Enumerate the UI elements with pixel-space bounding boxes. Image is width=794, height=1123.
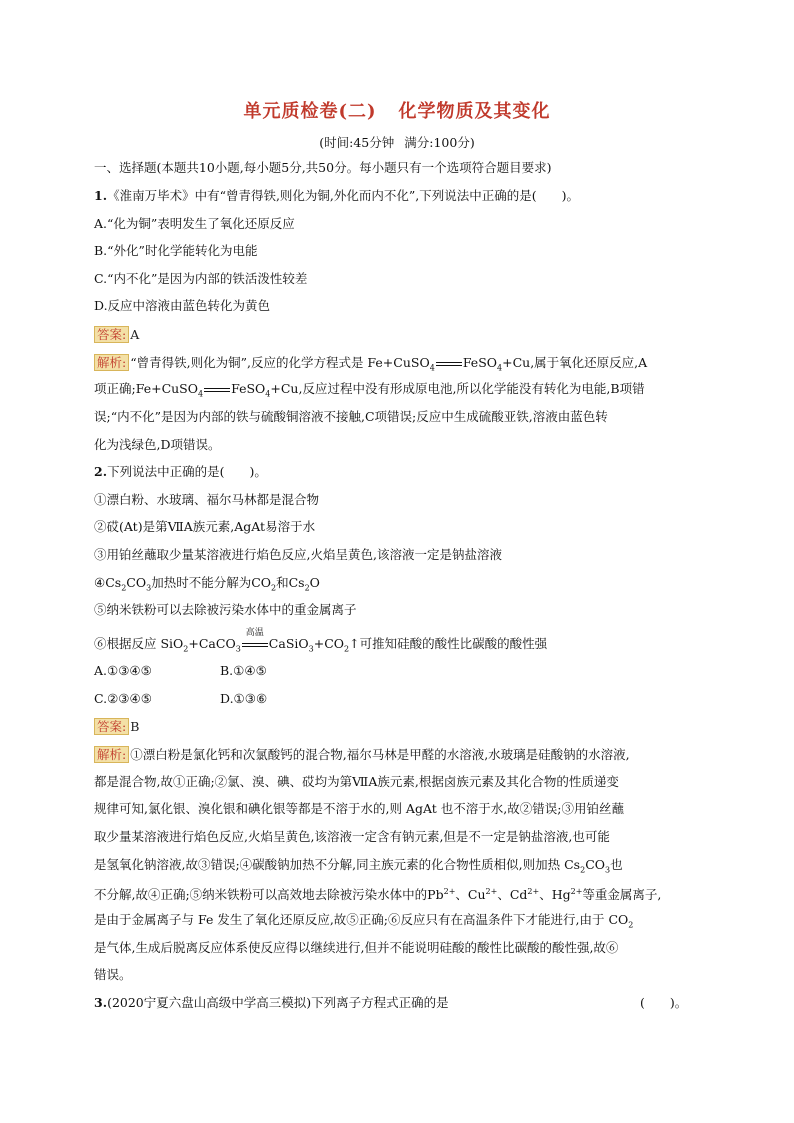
subscript: 2	[271, 583, 277, 593]
q2-item-6	[94, 628, 548, 658]
answer-tag: 答案:	[94, 326, 129, 343]
q2-item-1: ①漂白粉、水玻璃、福尔马林都是混合物	[94, 492, 320, 507]
text: 、Hg	[539, 887, 571, 903]
analysis-tag: 解析:	[94, 354, 129, 371]
q2-answer	[94, 718, 139, 735]
q1-analysis-line-1	[94, 354, 647, 377]
section-heading: 一、选择题(本题共10小题,每小题5分,共50分。每小题只有一个选项符合题目要求)	[94, 160, 552, 175]
text: 是氢氧化钠溶液,故③错误;④碳酸钠加热不分解,同主族元素的化合物性质相似,则加热 Cs	[94, 857, 581, 872]
q3-answer-paren: ( )。	[640, 995, 688, 1010]
text: CO	[585, 857, 605, 872]
q2-answer-value: B	[130, 719, 140, 734]
q2-analysis-line-9: 错误。	[94, 967, 132, 982]
equation-arrow	[242, 643, 268, 647]
q2-analysis-line-5	[94, 857, 623, 879]
equation-arrow	[436, 362, 462, 366]
q2-analysis-line-2: 都是混合物,故①正确;②氯、溴、碘、砹均为第ⅦA族元素,根据卤族元素及其化合物的性质递变	[94, 774, 619, 789]
text: +Cu,反应过程中没有形成原电池,所以化学能没有转化为电能,B项错	[270, 381, 645, 396]
text: ①漂白粉是氯化钙和次氯酸钙的混合物,福尔马林是甲醛的水溶液,水玻璃是硅酸钠的水溶液,	[130, 747, 630, 762]
q2-analysis-line-3: 规律可知,氯化银、溴化银和碘化银等都是不溶于水的,则 AgAt 也不溶于水,故②错误;③用铂丝蘸	[94, 801, 624, 816]
subscript: 4	[429, 363, 435, 373]
exam-title	[0, 97, 794, 123]
title-unit: 单元质检卷(二)	[243, 101, 377, 122]
q1-analysis-line-4: 化为浅绿色,D项错误。	[94, 437, 221, 452]
q3-stem	[94, 995, 449, 1011]
text: FeSO	[231, 381, 266, 396]
text: 加热时不能分解为CO	[151, 575, 271, 590]
subscript: 3	[235, 644, 241, 654]
q3-number: 3.	[94, 995, 108, 1010]
text: 不分解,故④正确;⑤纳米铁粉可以高效地去除被污染水体中的Pb	[94, 887, 444, 903]
text: 和Cs	[276, 575, 305, 590]
subscript: 2	[344, 644, 350, 654]
q1-option-c: C.“内不化”是因为内部的铁活泼性较差	[94, 271, 308, 286]
q1-answer-value: A	[130, 327, 140, 342]
condition-label: 高温	[245, 628, 264, 638]
subscript: 4	[265, 389, 271, 399]
text: 等重金属离子,	[582, 887, 662, 903]
exam-subtitle	[0, 133, 794, 151]
q1-analysis-line-2	[94, 381, 645, 403]
q2-option-a: A.①③④⑤	[94, 663, 152, 678]
q2-analysis-line-8: 是气体,生成后脱离反应体系使反应得以继续进行,但并不能说明硅酸的酸性比碳酸的酸性强,故⑥	[94, 940, 619, 955]
q1-option-b: B.“外化”时化学能转化为电能	[94, 243, 258, 258]
text: CaSiO	[268, 636, 309, 651]
q3-text: (2020宁夏六盘山高级中学高三模拟)下列离子方程式正确的是	[107, 995, 449, 1010]
q2-option-c: C.②③④⑤	[94, 691, 152, 706]
analysis-tag: 解析:	[94, 746, 129, 763]
superscript: 2+	[443, 887, 456, 896]
q1-answer	[94, 326, 139, 343]
q1-stem	[94, 188, 579, 204]
subscript: 4	[497, 363, 503, 373]
q2-analysis-line-7	[94, 912, 633, 934]
q2-item-2: ②砹(At)是第ⅦA族元素,AgAt易溶于水	[94, 519, 316, 534]
text: 、Cd	[497, 887, 528, 903]
q2-stem	[94, 464, 267, 480]
text: +CaCO	[188, 636, 236, 651]
text: “曾青得铁,则化为铜”,反应的化学方程式是 Fe+CuSO	[130, 355, 430, 370]
subscript: 2	[121, 583, 127, 593]
q2-options-row-2	[94, 691, 152, 707]
superscript: 2+	[570, 887, 583, 896]
q1-analysis-line-3: 误;“内不化”是因为内部的铁与硫酸铜溶液不接触,C项错误;反应中生成硫酸亚铁,溶液由蓝色转	[94, 409, 608, 424]
subscript: 3	[146, 583, 152, 593]
q2-number: 2.	[94, 464, 108, 479]
time-limit: (时间:45分钟	[319, 135, 395, 150]
text: CO	[126, 575, 147, 590]
title-topic: 化学物质及其变化	[398, 101, 551, 122]
q2-analysis-line-1	[94, 746, 630, 763]
q2-analysis-line-4: 取少量某溶液进行焰色反应,火焰呈黄色,该溶液一定含有钠元素,但是不一定是钠盐溶液,也可能	[94, 829, 610, 844]
text: FeSO	[462, 355, 498, 370]
subscript: 2	[183, 644, 189, 654]
superscript: 2+	[485, 887, 498, 896]
equation-arrow	[204, 388, 230, 392]
subscript: 2	[304, 583, 310, 593]
q1-number: 1.	[94, 188, 108, 203]
text: ↑可推知硅酸的酸性比碳酸的酸性强	[349, 636, 548, 651]
text: 、Cu	[455, 887, 486, 903]
full-score: 满分:100分)	[404, 135, 475, 150]
answer-tag: 答案:	[94, 718, 129, 735]
q2-options-row-1	[94, 663, 152, 679]
q1-option-a: A.“化为铜”表明发生了氧化还原反应	[94, 216, 295, 231]
q1-text: 《淮南万毕术》中有“曾青得铁,则化为铜,外化而内不化”,下列说法中正确的是( )。	[107, 188, 580, 203]
text: +Cu,属于氧化还原反应,A	[502, 355, 648, 370]
q1-option-d: D.反应中溶液由蓝色转化为黄色	[94, 298, 271, 313]
text: ⑥根据反应 SiO	[94, 636, 184, 651]
subscript: 2	[580, 865, 586, 875]
q2-option-b: B.①④⑤	[220, 663, 267, 678]
superscript: 2+	[527, 887, 540, 896]
text: 项正确;Fe+CuSO	[94, 381, 198, 396]
q2-item-5: ⑤纳米铁粉可以去除被污染水体中的重金属离子	[94, 602, 357, 617]
text: ④Cs	[94, 575, 122, 590]
subscript: 2	[628, 920, 634, 930]
q2-option-d: D.①③⑥	[220, 691, 268, 706]
text: 是由于金属离子与 Fe 发生了氧化还原反应,故⑤正确;⑥反应只有在高温条件下才能进行,由于 CO	[94, 912, 629, 927]
q2-text: 下列说法中正确的是( )。	[107, 464, 267, 479]
text: +CO	[313, 636, 345, 651]
reaction-condition	[241, 628, 269, 652]
subscript: 3	[308, 644, 314, 654]
subscript: 4	[198, 389, 204, 399]
q2-item-4	[94, 575, 320, 597]
q2-item-3: ③用铂丝蘸取少量某溶液进行焰色反应,火焰呈黄色,该溶液一定是钠盐溶液	[94, 547, 502, 562]
text: 也	[610, 857, 623, 872]
q2-analysis-line-6	[94, 884, 661, 903]
text: O	[309, 575, 320, 590]
subscript: 3	[605, 865, 611, 875]
